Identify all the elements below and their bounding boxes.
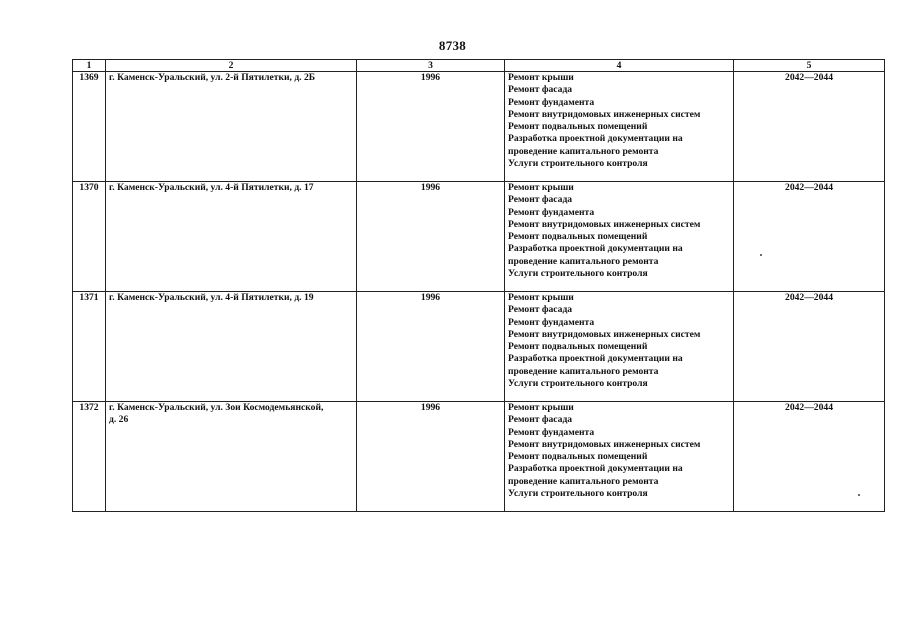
scan-speck [858,494,860,496]
row-number: 1372 [73,402,106,512]
work-item: Ремонт внутридомовых инженерных систем [508,438,701,450]
work-item: Ремонт подвальных помещений [508,451,648,463]
address-text: г. Каменск-Уральский, ул. Зои Космодемьянской, д. 26 [109,402,324,426]
work-item: Ремонт фасада [508,84,573,96]
address-text: г. Каменск-Уральский, ул. 4-й Пятилетки, д. 19 [109,292,314,303]
row-address [106,292,357,402]
row-year: 1996 [357,402,505,512]
work-item: Ремонт крыши [508,402,574,413]
work-item: Ремонт внутридомовых инженерных систем [508,328,701,340]
work-item: Разработка проектной документации на проведение капитального ремонта [508,463,683,487]
work-item: Ремонт подвальных помещений [508,341,648,353]
row-period: 2042—2044 [734,72,885,182]
housing-repair-table [72,59,885,512]
row-year: 1996 [357,72,505,182]
row-works [505,182,734,292]
column-header-number: 1 [73,60,106,72]
row-year: 1996 [357,182,505,292]
work-item: Ремонт фундамента [508,206,595,218]
row-number: 1370 [73,182,106,292]
table-row [73,402,885,512]
row-period: 2042—2044 [734,182,885,292]
work-item: Услуги строительного контроля [508,488,648,500]
work-item: Ремонт фундамента [508,316,595,328]
work-item: Ремонт фундамента [508,96,595,108]
work-item: Разработка проектной документации на проведение капитального ремонта [508,243,683,267]
row-address [106,402,357,512]
work-item: Ремонт внутридомовых инженерных систем [508,108,701,120]
work-item: Ремонт фасада [508,304,573,316]
row-address [106,182,357,292]
row-address [106,72,357,182]
work-item: Ремонт фасада [508,414,573,426]
address-text: г. Каменск-Уральский, ул. 4-й Пятилетки, д. 17 [109,182,314,193]
work-item: Ремонт крыши [508,72,574,83]
work-item: Ремонт подвальных помещений [508,121,648,133]
scan-speck [760,254,762,256]
address-text: г. Каменск-Уральский, ул. 2-й Пятилетки, д. 2Б [109,72,316,83]
column-header-period: 5 [734,60,885,72]
column-header-works: 4 [505,60,734,72]
row-number: 1371 [73,292,106,402]
row-works [505,292,734,402]
row-year: 1996 [357,292,505,402]
work-item: Услуги строительного контроля [508,378,648,390]
column-header-address: 2 [106,60,357,72]
work-item: Ремонт подвальных помещений [508,231,648,243]
work-item: Ремонт внутридомовых инженерных систем [508,218,701,230]
work-item: Ремонт крыши [508,182,574,193]
row-number: 1369 [73,72,106,182]
work-item: Услуги строительного контроля [508,268,648,280]
table-row [73,292,885,402]
row-period: 2042—2044 [734,292,885,402]
table-row [73,72,885,182]
work-item: Ремонт крыши [508,292,574,303]
page-number: 8738 [438,38,467,53]
column-header-year: 3 [357,60,505,72]
table-header-row [73,60,885,72]
work-item: Ремонт фундамента [508,426,595,438]
work-item: Ремонт фасада [508,194,573,206]
work-item: Разработка проектной документации на проведение капитального ремонта [508,133,683,157]
work-item: Разработка проектной документации на проведение капитального ремонта [508,353,683,377]
row-period: 2042—2044 [734,402,885,512]
row-works [505,402,734,512]
work-item: Услуги строительного контроля [508,158,648,170]
row-works [505,72,734,182]
table-row [73,182,885,292]
